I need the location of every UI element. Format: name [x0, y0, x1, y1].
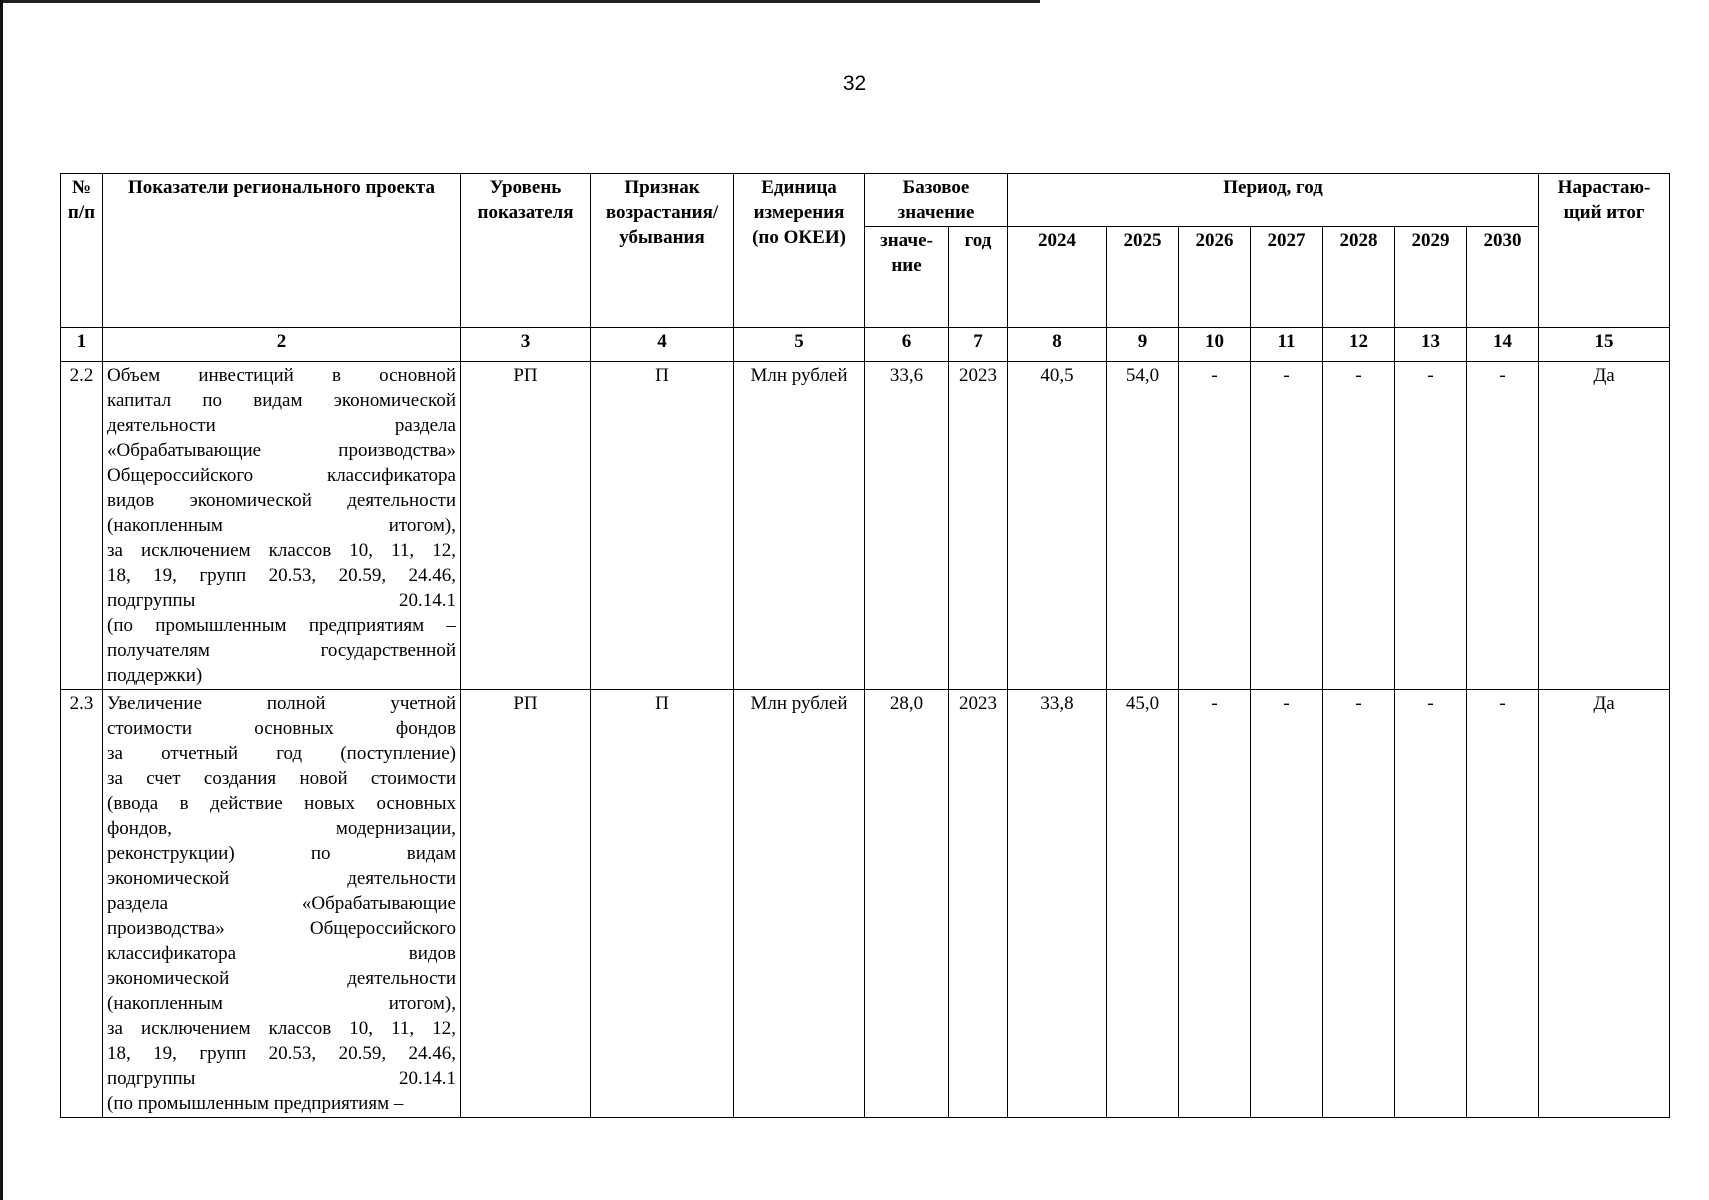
- trend-sign: П: [591, 362, 734, 690]
- column-number: 6: [865, 328, 949, 362]
- column-number: 1: [61, 328, 103, 362]
- indicator-text-line: подгруппы 20.14.1: [107, 1068, 456, 1089]
- value-2030: -: [1467, 690, 1539, 1118]
- header-year-2029: 2029: [1395, 227, 1467, 328]
- indicator-text-line: деятельности раздела: [107, 415, 456, 436]
- header-indicator: Показатели регионального проекта: [103, 174, 461, 328]
- indicator-text-line: за исключением классов 10, 11, 12,: [107, 540, 456, 561]
- indicator-text-line: фондов, модернизации,: [107, 818, 456, 839]
- header-base-group: Базовое значение: [865, 174, 1008, 227]
- column-number: 5: [734, 328, 865, 362]
- value-2024: 33,8: [1008, 690, 1107, 1118]
- column-number: 2: [103, 328, 461, 362]
- base-year: 2023: [949, 362, 1008, 690]
- header-year-2025: 2025: [1107, 227, 1179, 328]
- indicator-text-line: поддержки): [107, 665, 203, 686]
- value-2027: -: [1251, 690, 1323, 1118]
- indicator-text-line: (ввода в действие новых основных: [107, 793, 456, 814]
- indicator-text-line: раздела «Обрабатывающие: [107, 893, 456, 914]
- header-year-2028: 2028: [1323, 227, 1395, 328]
- trend-sign: П: [591, 690, 734, 1118]
- value-2029: -: [1395, 362, 1467, 690]
- indicator-level: РП: [461, 362, 591, 690]
- indicator-level: РП: [461, 690, 591, 1118]
- indicator-text-line: классификатора видов: [107, 943, 456, 964]
- header-year-2027: 2027: [1251, 227, 1323, 328]
- indicator-text: [103, 690, 461, 1118]
- row-number: 2.3: [61, 690, 103, 1118]
- indicator-text-line: за исключением классов 10, 11, 12,: [107, 1018, 456, 1039]
- header-base-value: значе-ние: [865, 227, 949, 328]
- value-2025: 54,0: [1107, 362, 1179, 690]
- column-number: 10: [1179, 328, 1251, 362]
- indicator-text-line: стоимости основных фондов: [107, 718, 456, 739]
- indicators-table: [60, 173, 1670, 1118]
- column-number: 3: [461, 328, 591, 362]
- header-period-group: Период, год: [1008, 174, 1539, 227]
- cumulative-flag: Да: [1539, 690, 1670, 1118]
- column-number: 9: [1107, 328, 1179, 362]
- column-number: 11: [1251, 328, 1323, 362]
- indicator-text-line: экономической деятельности: [107, 868, 456, 889]
- indicator-text-line: Увеличение полной учетной: [107, 693, 456, 714]
- header-level: Уровень показателя: [461, 174, 591, 328]
- column-number: 13: [1395, 328, 1467, 362]
- base-value: 33,6: [865, 362, 949, 690]
- column-number: 8: [1008, 328, 1107, 362]
- base-year: 2023: [949, 690, 1008, 1118]
- indicator-text-line: 18, 19, групп 20.53, 20.59, 24.46,: [107, 1043, 456, 1064]
- indicator-text-line: за счет создания новой стоимости: [107, 768, 456, 789]
- column-number-row: [61, 328, 1670, 362]
- value-2028: -: [1323, 362, 1395, 690]
- indicator-text-line: Объем инвестиций в основной: [107, 365, 456, 386]
- header-unit: Единица измерения (по ОКЕИ): [734, 174, 865, 328]
- scan-top-border: [0, 0, 1040, 3]
- indicator-text-line: реконструкции) по видам: [107, 843, 456, 864]
- header-trend-sign: Признак возрастания/ убывания: [591, 174, 734, 328]
- value-2030: -: [1467, 362, 1539, 690]
- header-number: № п/п: [61, 174, 103, 328]
- indicator-text-line: видов экономической деятельности: [107, 490, 456, 511]
- column-number: 14: [1467, 328, 1539, 362]
- table-row: [61, 362, 1670, 690]
- row-number: 2.2: [61, 362, 103, 690]
- indicator-text-line: за отчетный год (поступление): [107, 743, 456, 764]
- cumulative-flag: Да: [1539, 362, 1670, 690]
- header-year-2030: 2030: [1467, 227, 1539, 328]
- header-year-2024: 2024: [1008, 227, 1107, 328]
- table-row: [61, 690, 1670, 1118]
- indicator-text-line: 18, 19, групп 20.53, 20.59, 24.46,: [107, 565, 456, 586]
- unit: Млн рублей: [734, 690, 865, 1118]
- indicator-text-line: (по промышленным предприятиям –: [107, 1093, 404, 1114]
- header-row-1: [61, 174, 1670, 227]
- indicator-text-line: (накопленным итогом),: [107, 993, 456, 1014]
- column-number: 12: [1323, 328, 1395, 362]
- scan-left-border: [0, 0, 3, 1200]
- column-number: 4: [591, 328, 734, 362]
- column-number: 15: [1539, 328, 1670, 362]
- indicator-text-line: получателям государственной: [107, 640, 456, 661]
- value-2029: -: [1395, 690, 1467, 1118]
- indicator-text-line: подгруппы 20.14.1: [107, 590, 456, 611]
- unit: Млн рублей: [734, 362, 865, 690]
- value-2026: -: [1179, 690, 1251, 1118]
- base-value: 28,0: [865, 690, 949, 1118]
- header-cumulative: Нарастаю-щий итог: [1539, 174, 1670, 328]
- header-base-year: год: [949, 227, 1008, 328]
- value-2027: -: [1251, 362, 1323, 690]
- indicator-text-line: капитал по видам экономической: [107, 390, 456, 411]
- value-2025: 45,0: [1107, 690, 1179, 1118]
- indicator-text-line: экономической деятельности: [107, 968, 456, 989]
- indicator-text-line: (по промышленным предприятиям –: [107, 615, 456, 636]
- header-year-2026: 2026: [1179, 227, 1251, 328]
- value-2026: -: [1179, 362, 1251, 690]
- indicator-text-line: «Обрабатывающие производства»: [107, 440, 456, 461]
- indicator-text-line: (накопленным итогом),: [107, 515, 456, 536]
- page-number: 32: [842, 72, 867, 95]
- indicator-text: [103, 362, 461, 690]
- indicator-text-line: Общероссийского классификатора: [107, 465, 456, 486]
- column-number: 7: [949, 328, 1008, 362]
- indicator-text-line: производства» Общероссийского: [107, 918, 456, 939]
- value-2028: -: [1323, 690, 1395, 1118]
- value-2024: 40,5: [1008, 362, 1107, 690]
